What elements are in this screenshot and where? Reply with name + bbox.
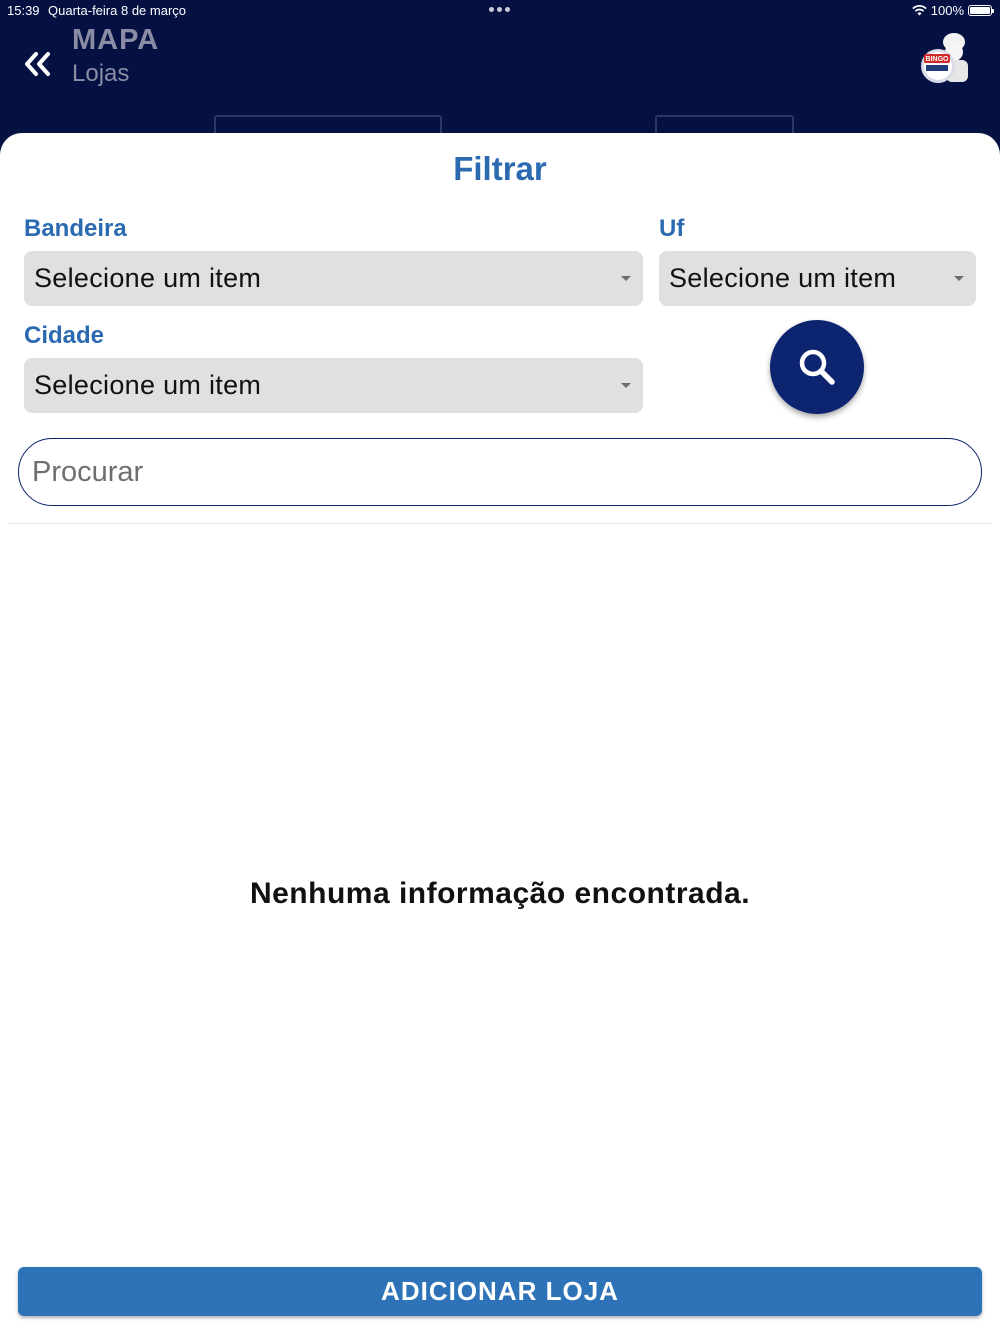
empty-state-message: Nenhuma informação encontrada. xyxy=(249,877,751,910)
status-right xyxy=(912,3,992,18)
mascot-logo-icon xyxy=(916,28,976,88)
uf-label: Uf xyxy=(659,215,685,242)
filter-title: Filtrar xyxy=(453,150,547,187)
caret-down-icon xyxy=(621,276,631,281)
uf-select[interactable] xyxy=(659,251,976,306)
multitasking-dots-icon[interactable] xyxy=(489,7,510,12)
cidade-select[interactable] xyxy=(24,358,643,413)
wifi-icon xyxy=(912,5,927,16)
bandeira-select-value: Selecione um item xyxy=(34,263,262,293)
status-bar xyxy=(0,0,1000,22)
search-input[interactable] xyxy=(18,438,982,506)
brand-logo[interactable] xyxy=(916,28,976,88)
battery-icon xyxy=(968,5,992,16)
caret-down-icon xyxy=(954,276,964,281)
cidade-label: Cidade xyxy=(24,322,105,349)
add-store-button[interactable]: ADICIONAR LOJA xyxy=(18,1267,982,1316)
divider xyxy=(8,523,992,524)
uf-select-value: Selecione um item xyxy=(669,263,897,293)
status-time: 15:39 xyxy=(7,3,40,18)
caret-down-icon xyxy=(621,383,631,388)
search-button[interactable] xyxy=(770,320,864,414)
cidade-select-value: Selecione um item xyxy=(34,370,262,400)
status-date: Quarta-feira 8 de março xyxy=(48,3,187,18)
filter-sheet xyxy=(0,133,1000,1334)
search-icon xyxy=(796,346,838,388)
double-chevron-left-icon xyxy=(23,51,53,77)
logo-text: BINGO xyxy=(925,56,949,63)
bandeira-label: Bandeira xyxy=(24,215,127,242)
page-subtitle: Lojas xyxy=(72,60,130,87)
bandeira-select[interactable] xyxy=(24,251,643,306)
page-title: MAPA xyxy=(72,24,160,56)
battery-percent: 100% xyxy=(930,3,964,18)
back-button[interactable] xyxy=(20,46,56,82)
